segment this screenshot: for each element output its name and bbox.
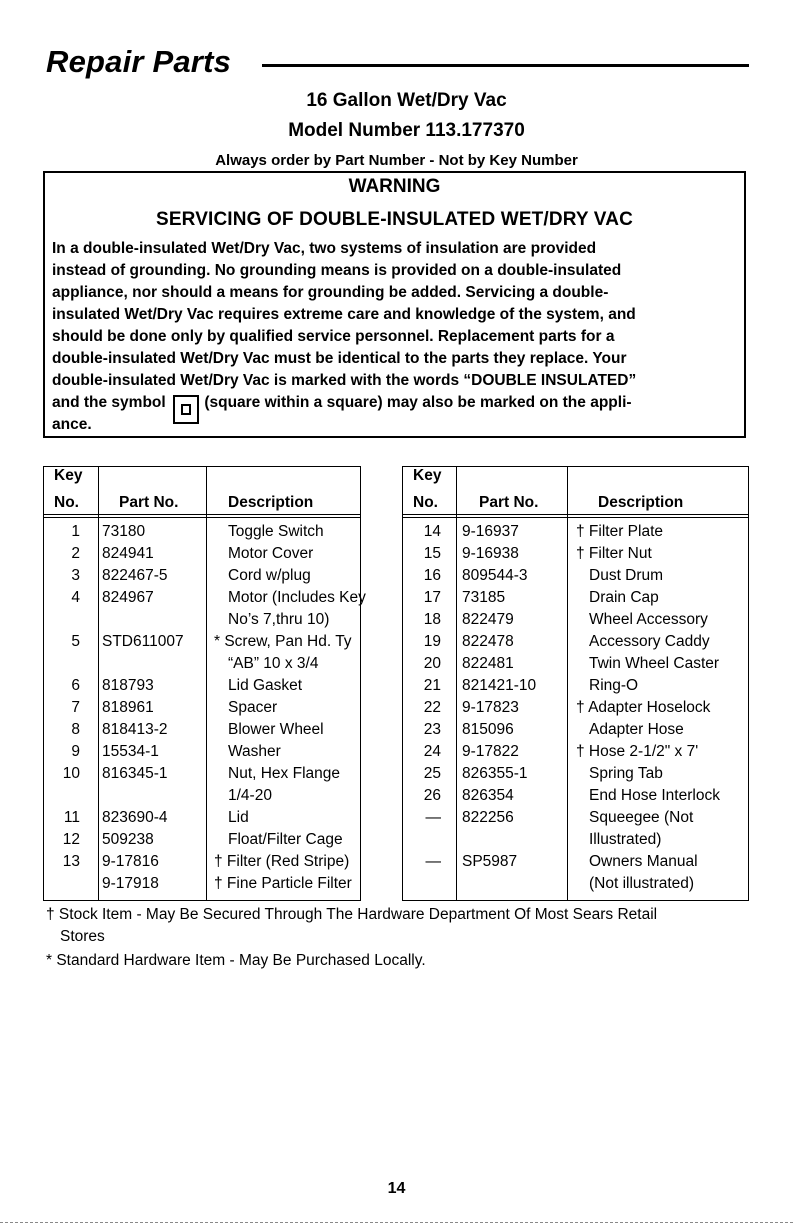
cell-key: 21 (423, 677, 441, 694)
cell-key: 17 (423, 589, 441, 606)
cell-description: Spring Tab (589, 765, 663, 782)
cell-part-number: 9-17822 (462, 743, 519, 760)
cell-part-number: 822467-5 (102, 567, 168, 584)
parts-table-right (402, 466, 749, 901)
table-row (44, 873, 360, 895)
cell-part-number: 822481 (462, 655, 514, 672)
cell-description: † Filter (Red Stripe) (214, 853, 350, 870)
cell-description: Nut, Hex Flange (228, 765, 340, 782)
cell-description: Spacer (228, 699, 278, 716)
cell-description: Illustrated) (589, 831, 662, 848)
cell-key: — (425, 853, 441, 870)
table-row (44, 653, 360, 675)
warning-line (52, 392, 740, 414)
cell-description: * Screw, Pan Hd. Ty (214, 633, 352, 650)
header-divider (403, 514, 748, 515)
cell-part-number: 824967 (102, 589, 154, 606)
cell-description: † Adapter Hoselock (576, 699, 711, 716)
header-part-no: Part No. (479, 494, 539, 511)
cell-description: Squeegee (Not (589, 809, 694, 826)
warning-line: double-insulated Wet/Dry Vac is marked with the words “DOUBLE INSULATED” (52, 372, 637, 389)
warning-line-part: (square within a square) may also be marked on the appli- (204, 394, 632, 411)
cell-description: Dust Drum (589, 567, 664, 584)
cell-part-number: STD611007 (102, 633, 184, 650)
cell-description: Float/Filter Cage (228, 831, 343, 848)
cell-key: 24 (423, 743, 441, 760)
header-divider (44, 514, 360, 515)
table-row (44, 587, 366, 609)
warning-body (52, 238, 740, 436)
cell-description: Motor Cover (228, 545, 314, 562)
header-description: Description (598, 494, 684, 511)
header-key-no: No. (54, 494, 79, 511)
cell-description: Owners Manual (589, 853, 698, 870)
table-row (44, 631, 360, 653)
cell-part-number: 818961 (102, 699, 154, 716)
cell-key: 5 (71, 633, 80, 650)
cell-description: End Hose Interlock (589, 787, 720, 804)
page-edge-line (0, 1222, 793, 1223)
cell-part-number: 821421-10 (462, 677, 537, 694)
table-row (44, 697, 360, 719)
cell-part-number: 826355-1 (462, 765, 528, 782)
cell-description: (Not illustrated) (589, 875, 695, 892)
cell-part-number: 15534-1 (102, 743, 159, 760)
table-row (403, 653, 748, 675)
header-description: Description (228, 494, 314, 511)
warning-line: In a double-insulated Wet/Dry Vac, two systems of insulation are provided (52, 240, 597, 257)
warning-line: appliance, nor should a means for grounding be added. Servicing a double- (52, 284, 609, 301)
cell-description: Wheel Accessory (589, 611, 708, 628)
header-key: Key (54, 467, 83, 484)
cell-description: Blower Wheel (228, 721, 324, 738)
table-row (44, 829, 360, 851)
cell-key: 19 (423, 633, 441, 650)
warning-box (43, 171, 746, 438)
table-row (44, 521, 360, 543)
cell-part-number: 818793 (102, 677, 154, 694)
cell-part-number: 509238 (102, 831, 154, 848)
cell-part-number: 818413-2 (102, 721, 168, 738)
cell-key: 7 (71, 699, 80, 716)
cell-description: Ring-O (589, 677, 639, 694)
cell-key: 2 (71, 545, 80, 562)
table-row (44, 851, 360, 873)
table-row (403, 741, 748, 763)
cell-description: † Hose 2-1/2" x 7' (576, 743, 699, 760)
cell-description: Drain Cap (589, 589, 659, 606)
table-row (403, 565, 748, 587)
cell-description: Lid (228, 809, 249, 826)
header-part-no: Part No. (119, 494, 179, 511)
cell-key: — (425, 809, 441, 826)
cell-description: † Filter Plate (576, 523, 664, 540)
table-row (403, 873, 748, 895)
page-number: 14 (387, 1180, 406, 1197)
table-row (403, 807, 748, 829)
cell-description: † Fine Particle Filter (214, 875, 352, 892)
table-row (403, 829, 748, 851)
cell-key: 3 (71, 567, 80, 584)
cell-part-number: 809544-3 (462, 567, 528, 584)
warning-subtitle: SERVICING OF DOUBLE-INSULATED WET/DRY VAC (156, 209, 633, 230)
table-row (44, 565, 360, 587)
cell-part-number: SP5987 (462, 853, 518, 870)
cell-description: “AB” 10 x 3/4 (228, 655, 319, 672)
table-row (403, 609, 748, 631)
cell-part-number: 822478 (462, 633, 514, 650)
cell-key: 1 (71, 523, 80, 540)
table-row (44, 763, 360, 785)
table-row (403, 785, 748, 807)
cell-description: † Filter Nut (576, 545, 652, 562)
page-header-title: Repair Parts (46, 44, 232, 79)
table-row (403, 851, 748, 873)
cell-part-number: 73180 (102, 523, 146, 540)
warning-line: should be done only by qualified service personnel. Replacement parts for a (52, 328, 615, 345)
warning-line: instead of grounding. No grounding means is provided on a double-insulated (52, 262, 622, 279)
cell-part-number: 826354 (462, 787, 514, 804)
order-note: Always order by Part Number - Not by Key Number (215, 152, 578, 169)
table-row (44, 785, 360, 807)
header-divider (403, 517, 748, 518)
table-row (403, 521, 748, 543)
footnote-standard-item: * Standard Hardware Item - May Be Purchased Locally. (46, 952, 426, 969)
warning-line: ance. (52, 416, 92, 433)
header-divider (44, 517, 360, 518)
cell-description: Washer (228, 743, 281, 760)
warning-line-part: and the symbol (52, 394, 166, 411)
table-row (44, 675, 360, 697)
cell-key: 13 (62, 853, 80, 870)
cell-part-number: 9-16938 (462, 545, 519, 562)
cell-key: 22 (423, 699, 441, 716)
parts-table-left (43, 466, 366, 901)
table-row (403, 631, 748, 653)
cell-key: 20 (423, 655, 441, 672)
table-row (403, 697, 748, 719)
cell-description: No’s 7,thru 10) (228, 611, 330, 628)
table-row (403, 719, 748, 741)
table-row (44, 543, 360, 565)
warning-line: double-insulated Wet/Dry Vac must be identical to the parts they replace. Your (52, 350, 627, 367)
cell-key: 14 (423, 523, 441, 540)
cell-description: Adapter Hose (589, 721, 684, 738)
cell-description: 1/4-20 (228, 787, 272, 804)
cell-key: 9 (71, 743, 80, 760)
table-row (403, 763, 748, 785)
cell-part-number: 9-17823 (462, 699, 519, 716)
header-rule (262, 64, 749, 67)
cell-description: Accessory Caddy (589, 633, 710, 650)
cell-part-number: 9-17918 (102, 875, 159, 892)
model-number: Model Number 113.177370 (288, 120, 525, 141)
cell-key: 12 (62, 831, 80, 848)
cell-key: 23 (423, 721, 441, 738)
table-row (403, 587, 748, 609)
cell-part-number: 816345-1 (102, 765, 168, 782)
cell-description: Lid Gasket (228, 677, 303, 694)
header-key: Key (413, 467, 442, 484)
header-key-no: No. (413, 494, 438, 511)
warning-title: WARNING (348, 176, 441, 197)
cell-key: 18 (423, 611, 441, 628)
cell-description: Motor (Includes Key (228, 589, 366, 606)
footnote-stock-item: † Stock Item - May Be Secured Through The Hardware Department Of Most Sears Retail (46, 906, 658, 923)
table-row (44, 719, 360, 741)
cell-key: 8 (71, 721, 80, 738)
cell-description: Cord w/plug (228, 567, 311, 584)
footnote-stock-item-cont: Stores (60, 928, 105, 945)
table-row (44, 807, 360, 829)
cell-key: 26 (423, 787, 441, 804)
table-row (44, 609, 360, 631)
cell-part-number: 823690-4 (102, 809, 168, 826)
cell-key: 4 (71, 589, 80, 606)
cell-key: 15 (423, 545, 441, 562)
cell-part-number: 824941 (102, 545, 154, 562)
cell-key: 11 (63, 809, 80, 826)
cell-part-number: 9-17816 (102, 853, 159, 870)
table-row (44, 741, 360, 763)
cell-part-number: 822479 (462, 611, 514, 628)
product-name: 16 Gallon Wet/Dry Vac (306, 90, 507, 111)
cell-part-number: 9-16937 (462, 523, 519, 540)
cell-key: 25 (423, 765, 441, 782)
cell-part-number: 73185 (462, 589, 506, 606)
table-row (403, 543, 748, 565)
cell-description: Twin Wheel Caster (589, 655, 720, 672)
cell-description: Toggle Switch (228, 523, 324, 540)
cell-key: 6 (71, 677, 80, 694)
cell-part-number: 822256 (462, 809, 514, 826)
table-row (403, 675, 748, 697)
cell-part-number: 815096 (462, 721, 514, 738)
cell-key: 10 (62, 765, 80, 782)
cell-key: 16 (423, 567, 441, 584)
warning-line: insulated Wet/Dry Vac requires extreme care and knowledge of the system, and (52, 306, 636, 323)
